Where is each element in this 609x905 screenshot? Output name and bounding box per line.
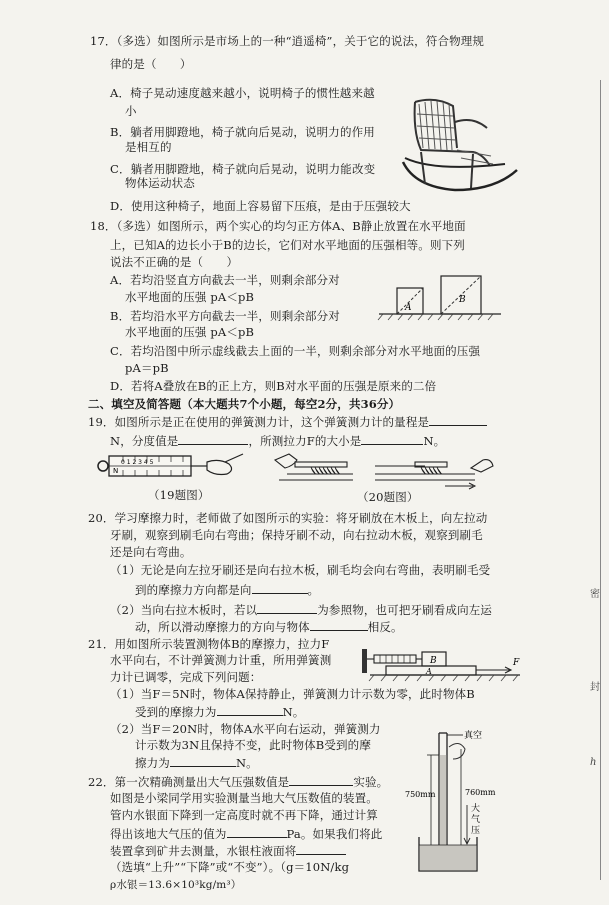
- q22-stem-5: [110, 843, 346, 858]
- q22-text-1b: 实验。: [353, 775, 389, 789]
- q20-stem-2: 牙刷，观察到刷毛向右弯曲；保持牙刷不动，向右拉动木板，观察到刷毛: [110, 528, 483, 542]
- q21-sub2: （2）当F＝20N时，物体A水平向右运动，弹簧测力: [110, 722, 381, 736]
- q20-stem-3: 还是向右弯曲。: [110, 545, 192, 559]
- q19-text-2b: ，所测拉力F的大小是: [248, 434, 362, 448]
- q22-text-4b: Pa。如果我们将此: [286, 827, 383, 841]
- q21-stem-3: 力计已调零，完成下列问题：: [110, 670, 262, 684]
- q20-blank-motion[interactable]: [310, 619, 368, 631]
- q20-blank-reference[interactable]: [257, 602, 317, 614]
- q19-stem: [88, 414, 487, 429]
- cubes-figure: [375, 268, 505, 328]
- q22-text-4a: 得出该地大气压的值为: [110, 827, 227, 841]
- q18-option-c: C．若均沿图中所示虚线截去上面的一半，则剩余部分对水平地面的压强: [110, 344, 481, 358]
- q18-option-a-cont: 水平地面的压强 pA＜pB: [125, 290, 255, 304]
- fig20-caption: （20题图）: [357, 490, 419, 504]
- q22-text-1a: 22．第一次精确测量出大气压强数值是: [88, 775, 290, 789]
- toothbrush-figure: [275, 446, 495, 491]
- binding-mark-3: h: [590, 757, 597, 768]
- q18-option-b-cont: 水平地面的压强 pA＜pB: [125, 325, 255, 339]
- q17-option-c-cont: 物体运动状态: [125, 176, 195, 190]
- scale-unit-letter: N: [113, 467, 119, 475]
- force-f-label: F: [513, 658, 520, 668]
- q21-sub2-cont: 计示数为3N且保持不变，此时物体B受到的摩: [135, 738, 371, 752]
- q17-option-b: B．躺者用脚蹬地，椅子就向后晃动，说明力的作用: [110, 125, 375, 139]
- q20-text-2b: 为参照物，也可把牙刷看成向左运: [317, 603, 493, 617]
- q21-blank-friction-2[interactable]: [170, 755, 236, 767]
- q19-text: 19．如图所示是正在使用的弹簧测力计，这个弹簧测力计的量程是: [88, 415, 430, 429]
- q22-stem-3: 管内水银面下降到一定高度时就不再下降，通过计算: [110, 808, 378, 822]
- q22-text-5a: 装置拿到矿井去测量，水银柱液面将: [110, 844, 297, 858]
- scale-digits: 0 1 2 3 4 5: [121, 459, 154, 466]
- q20-blank-direction[interactable]: [252, 582, 308, 594]
- q18-stem-2: 上，已知A的边长小于B的边长，它们对水平地面的压强相等。则下列: [110, 238, 465, 252]
- q22-stem-6: （选填“上升”“下降”或“不变”）。（g＝10N/kg: [110, 860, 350, 874]
- q19-text-2c: N。: [423, 434, 446, 448]
- friction-apparatus-figure: [360, 645, 525, 687]
- q18-option-a: A．若均沿竖直方向截去一半，则剩余部分对: [110, 273, 340, 287]
- q19-blank-division[interactable]: [178, 433, 248, 445]
- q22-stem: [88, 774, 388, 789]
- q22-stem-2: 如图是小梁同学用实验测量当地大气压数值的装置。: [110, 791, 378, 805]
- q20-text-2a: （2）当向右拉木板时，若以: [110, 603, 258, 617]
- block-b-label: B: [430, 656, 437, 666]
- air-pressure-label-2: 气: [471, 815, 481, 825]
- q17-option-c: C．躺者用脚蹬地，椅子就向后晃动，说明力能改变: [110, 162, 376, 176]
- binding-line: [600, 80, 601, 880]
- q18-option-d: D．若将A叠放在B的正上方，则B对水平面的压强是原来的二倍: [110, 379, 437, 393]
- q21-text-2c: 擦力为: [135, 756, 170, 770]
- q20-sub2: [110, 602, 492, 617]
- binding-mark-2: 封: [590, 682, 600, 693]
- q18-option-b: B．若均沿水平方向截去一半，则剩余部分对: [110, 309, 340, 323]
- q17-option-a: A．椅子晃动速度越来越小，说明椅子的惯性越来越: [110, 86, 375, 100]
- q22-stem-4: [110, 826, 382, 841]
- rocking-chair-figure: [395, 92, 520, 197]
- q20-sub1-cont: [135, 582, 319, 597]
- q21-stem-2: 水平向右，不计弹簧测力计重，所用弹簧测: [110, 653, 332, 667]
- q21-text-2d: N。: [235, 756, 258, 770]
- height-760-label: 760mm: [465, 788, 496, 797]
- q17-stem-2: 律的是（ ）: [110, 57, 192, 71]
- q18-stem: 18．（多选）如图所示，两个实心的均匀正方体A、B静止放置在水平地面: [90, 219, 466, 233]
- q18-option-c-cont: pA＝pB: [125, 361, 169, 375]
- torricelli-figure: [405, 725, 505, 875]
- q17-option-a-cont: 小: [125, 104, 137, 118]
- q17-option-d: D．使用这种椅子，地面上容易留下压痕，是由于压强较大: [110, 199, 411, 213]
- binding-mark-1: 密: [590, 589, 600, 600]
- q21-blank-friction-1[interactable]: [217, 704, 283, 716]
- q20-text-2d: 相反。: [367, 620, 403, 634]
- fig19-caption: （19题图）: [148, 488, 210, 502]
- vacuum-label: 真空: [464, 731, 483, 741]
- q21-text-1c: N。: [282, 705, 305, 719]
- q22-blank-experiment[interactable]: [289, 774, 353, 786]
- q20-text-1b: 到的摩擦力方向都是向: [135, 583, 252, 597]
- q21-sub1: （1）当F＝5N时，物体A保持静止，弹簧测力计示数为零，此时物体B: [110, 687, 475, 701]
- q21-sub2-cont2: [135, 755, 258, 770]
- q21-text-1b: 受到的摩擦力为: [135, 705, 217, 719]
- cube-b-label: B: [459, 295, 466, 305]
- q22-stem-7: ρ水银＝13.6×10³kg/m³）: [110, 879, 242, 891]
- q18-stem-3: 说法不正确的是（ ）: [110, 255, 239, 269]
- q19-text-2a: N，分度值是: [110, 434, 179, 448]
- q17-option-b-cont: 是相互的: [125, 140, 172, 154]
- q21-sub1-cont: [135, 704, 304, 719]
- q20-stem: 20．学习摩擦力时，老师做了如图所示的实验：将牙刷放在木板上，向左拉动: [88, 511, 488, 525]
- air-pressure-label-3: 压: [471, 826, 481, 836]
- q20-sub1: （1）无论是向左拉牙刷还是向右拉木板，刷毛均会向右弯曲，表明刷毛受: [110, 563, 491, 577]
- q22-blank-level[interactable]: [296, 843, 346, 855]
- air-pressure-label-1: 大: [471, 804, 481, 814]
- spring-scale-figure: [95, 448, 245, 486]
- q20-text-2c: 动，所以滑动摩擦力的方向与物体: [135, 620, 310, 634]
- q20-sub2-cont: [135, 619, 403, 634]
- cube-a-label: A: [405, 303, 412, 313]
- q22-blank-pressure[interactable]: [227, 826, 287, 838]
- q19-blank-range[interactable]: [429, 414, 487, 426]
- q20-text-1c: 。: [307, 583, 320, 597]
- q21-stem: 21．用如图所示装置测物体B的摩擦力，拉力F: [88, 637, 330, 651]
- q17-stem: 17．（多选）如图所示是市场上的一种“逍遥椅”，关于它的说法，符合物理规: [90, 34, 485, 48]
- height-750-label: 750mm: [405, 790, 436, 799]
- block-a-label: A: [426, 667, 432, 676]
- section-heading: 二、填空及简答题（本大题共7个小题，每空2分，共36分）: [88, 397, 401, 411]
- q19-blank-force[interactable]: [361, 433, 423, 445]
